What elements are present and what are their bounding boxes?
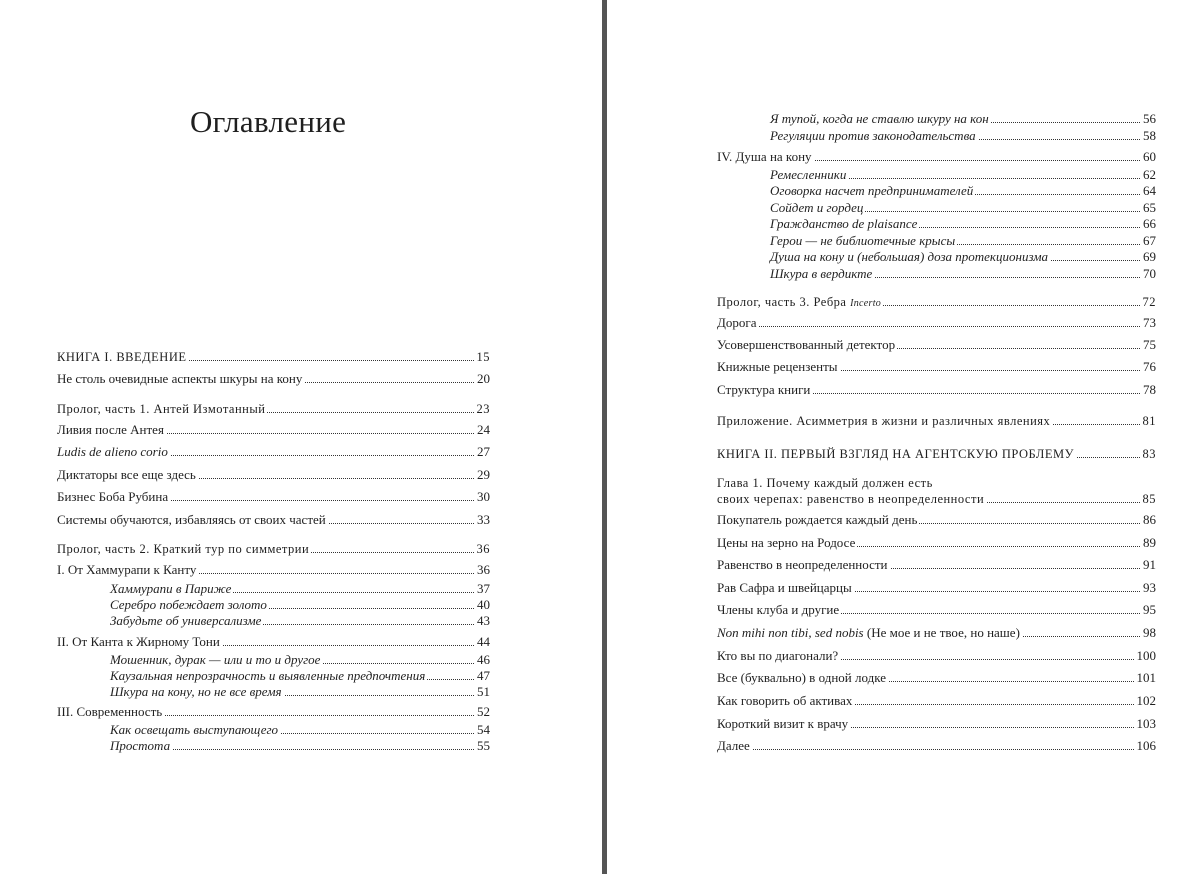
toc-entry-label-main: Пролог, часть 3. Ребра — [717, 295, 851, 309]
toc-entry-label: Душа на кону и (небольшая) доза протекционизма — [770, 249, 1049, 264]
toc-entry-label: Цены на зерно на Родосе — [717, 535, 856, 550]
toc-page-number: 43 — [477, 613, 490, 628]
toc-entry[interactable] — [770, 182, 1156, 200]
toc-page-number: 47 — [477, 668, 490, 683]
toc-entry-label: Покупатель рождается каждый день — [717, 512, 918, 527]
toc-page-number: 52 — [477, 704, 490, 719]
toc-entry-label — [717, 624, 1022, 642]
toc-page-number: 93 — [1143, 580, 1156, 595]
toc-entry[interactable] — [717, 336, 1156, 354]
toc-entry-label: Как говорить об активах — [717, 693, 853, 708]
toc-page-number: 44 — [477, 634, 490, 649]
toc-entry[interactable] — [717, 148, 1156, 166]
toc-entry[interactable] — [770, 127, 1156, 145]
toc-entry-label-main: (Не мое и не твое, но наше) — [863, 625, 1020, 640]
toc-page-number: 33 — [477, 512, 490, 527]
toc-entry[interactable] — [717, 445, 1156, 463]
toc-entry[interactable] — [717, 692, 1156, 710]
right-page — [607, 0, 1201, 874]
toc-entry-label: Мошенник, дурак — или и то и другое — [110, 652, 321, 667]
toc-page-number: 67 — [1143, 233, 1156, 248]
toc-page-number: 37 — [477, 581, 490, 596]
toc-page-number: 89 — [1143, 535, 1156, 550]
toc-entry[interactable] — [717, 579, 1156, 597]
toc-entry[interactable] — [57, 540, 490, 558]
toc-entry[interactable] — [57, 703, 490, 721]
toc-page-number: 101 — [1136, 670, 1156, 685]
toc-entry[interactable] — [717, 624, 1156, 642]
toc-entry-label: Ремесленники — [770, 167, 847, 182]
toc-entry[interactable] — [717, 412, 1156, 430]
toc-page-number: 29 — [477, 467, 490, 482]
toc-entry-label — [717, 293, 883, 313]
toc-entry[interactable] — [717, 715, 1156, 733]
toc-entry[interactable] — [57, 443, 490, 461]
toc-page-number: 81 — [1142, 414, 1156, 428]
toc-entry-label: IV. Душа на кону — [717, 149, 812, 164]
toc-page-number: 36 — [476, 542, 490, 556]
toc-page-number: 85 — [1142, 492, 1156, 506]
toc-entry[interactable] — [717, 511, 1156, 529]
toc-entry-label: Сойдет и гордец — [770, 200, 864, 215]
toc-entry-label: III. Современность — [57, 704, 163, 719]
toc-title: Оглавление — [190, 104, 347, 139]
toc-page-number: 24 — [477, 422, 490, 437]
toc-entry[interactable] — [57, 466, 490, 484]
toc-entry[interactable] — [717, 490, 1156, 508]
toc-entry[interactable] — [57, 488, 490, 506]
toc-entry-label: I. От Хаммурапи к Канту — [57, 562, 197, 577]
toc-entry[interactable] — [57, 561, 490, 579]
toc-entry-label: КНИГА II. ПЕРВЫЙ ВЗГЛЯД НА АГЕНТСКУЮ ПРОБЛЕМУ — [717, 447, 1074, 461]
toc-page-number: 70 — [1143, 266, 1156, 281]
toc-entry-label: Усовершенствованный детектор — [717, 337, 896, 352]
toc-entry-label: Забудьте об универсализме — [110, 613, 262, 628]
toc-page-number: 62 — [1143, 167, 1156, 182]
toc-page-number: 51 — [477, 684, 490, 699]
toc-entry-label: Ludis de alieno corio — [57, 444, 168, 459]
toc-page-number: 23 — [476, 402, 490, 416]
toc-page-number: 15 — [476, 350, 490, 364]
toc-entry[interactable] — [717, 737, 1156, 755]
toc-entry-label: Рав Сафра и швейцарцы — [717, 580, 852, 595]
toc-entry-label: КНИГА I. ВВЕДЕНИЕ — [57, 350, 187, 364]
toc-entry-label: Герои — не библиотечные крысы — [770, 233, 956, 248]
toc-entry-label: Все (буквально) в одной лодке — [717, 670, 886, 685]
toc-entry-label: Пролог, часть 1. Антей Измотанный — [57, 402, 266, 416]
toc-entry-label: Шкура на кону, но не все время — [110, 684, 282, 699]
toc-entry-label: Бизнес Боба Рубина — [57, 489, 169, 504]
toc-entry-label: Ливия после Антея — [57, 422, 164, 437]
toc-entry[interactable] — [57, 348, 490, 366]
toc-entry[interactable] — [717, 314, 1156, 332]
toc-entry[interactable] — [717, 669, 1156, 687]
toc-page-number: 65 — [1143, 200, 1156, 215]
toc-page-number: 78 — [1143, 382, 1156, 397]
toc-entry-label: Дорога — [717, 315, 757, 330]
toc-entry[interactable] — [57, 421, 490, 439]
toc-page-number: 103 — [1136, 716, 1156, 731]
toc-entry-label: II. От Канта к Жирному Тони — [57, 634, 220, 649]
toc-entry[interactable] — [717, 601, 1156, 619]
toc-entry-label-italic: Incerto — [850, 298, 882, 309]
toc-page-number: 76 — [1143, 359, 1156, 374]
toc-entry[interactable] — [110, 612, 490, 630]
toc-entry[interactable] — [57, 511, 490, 529]
toc-page-number: 56 — [1143, 111, 1156, 126]
toc-page-number: 20 — [477, 371, 490, 386]
toc-entry-label: Оговорка насчет предпринимателей — [770, 183, 974, 198]
toc-page-number: 95 — [1143, 602, 1156, 617]
toc-page-number: 66 — [1143, 216, 1156, 231]
toc-page-number: 54 — [477, 722, 490, 737]
toc-entry[interactable] — [57, 400, 490, 418]
toc-page-number: 64 — [1143, 183, 1156, 198]
toc-entry-label: Приложение. Асимметрия в жизни и различных явлениях — [717, 414, 1051, 428]
toc-entry-label: Не столь очевидные аспекты шкуры на кону — [57, 371, 303, 386]
leader-dots — [717, 749, 1156, 750]
toc-entry-label: Шкура в вердикте — [770, 266, 873, 281]
toc-entry[interactable] — [717, 358, 1156, 376]
toc-entry-label: Кто вы по диагонали? — [717, 648, 839, 663]
toc-page-number: 91 — [1143, 557, 1156, 572]
toc-entry-label: Каузальная непрозрачность и выявленные предпочтения — [110, 668, 426, 683]
toc-entry[interactable] — [110, 683, 490, 701]
toc-entry[interactable] — [110, 737, 490, 755]
toc-entry-label: Диктаторы все еще здесь — [57, 467, 196, 482]
toc-page-number: 86 — [1143, 512, 1156, 527]
toc-entry[interactable] — [57, 633, 490, 651]
toc-entry-label: Системы обучаются, избавляясь от своих частей — [57, 512, 326, 527]
toc-entry[interactable] — [57, 370, 490, 388]
toc-entry[interactable] — [717, 293, 1156, 311]
toc-entry-label: Далее — [717, 738, 750, 753]
toc-entry-label: Простота — [110, 738, 171, 753]
toc-page-number: 60 — [1143, 149, 1156, 164]
toc-entry-label: Книжные рецензенты — [717, 359, 838, 374]
toc-entry-label: Пролог, часть 2. Краткий тур по симметрии — [57, 542, 310, 556]
toc-page-number: 98 — [1143, 625, 1156, 640]
toc-page-number: 106 — [1136, 738, 1156, 753]
toc-page-number: 30 — [477, 489, 490, 504]
toc-entry-label: своих черепах: равенство в неопределенности — [717, 492, 985, 506]
toc-entry-label: Я тупой, когда не ставлю шкуру на кон — [770, 111, 989, 126]
toc-entry[interactable] — [770, 215, 1156, 233]
toc-entry[interactable] — [770, 110, 1156, 128]
leader-dots — [717, 326, 1156, 327]
toc-page-number: 100 — [1136, 648, 1156, 663]
toc-page-number: 102 — [1136, 693, 1156, 708]
toc-page-number: 55 — [477, 738, 490, 753]
toc-page-number: 69 — [1143, 249, 1156, 264]
toc-page-number: 75 — [1143, 337, 1156, 352]
toc-entry-label-italic: Non mihi non tibi, sed nobis — [717, 625, 864, 640]
toc-page-number: 36 — [477, 562, 490, 577]
toc-page-number: 27 — [477, 444, 490, 459]
toc-page-number: 58 — [1143, 128, 1156, 143]
toc-entry[interactable] — [770, 265, 1156, 283]
toc-entry-label: Серебро побеждает золото — [110, 597, 267, 612]
toc-entry-label: Как освещать выступающего — [110, 722, 279, 737]
toc-entry[interactable] — [770, 248, 1156, 266]
toc-entry-label: Члены клуба и другие — [717, 602, 840, 617]
toc-page-number: 73 — [1143, 315, 1156, 330]
toc-entry-label: Гражданство de plaisance — [770, 216, 918, 231]
toc-entry[interactable] — [717, 556, 1156, 574]
toc-entry-label: Короткий визит к врачу — [717, 716, 849, 731]
toc-entry[interactable] — [717, 647, 1156, 665]
toc-entry[interactable] — [717, 534, 1156, 552]
toc-entry[interactable] — [717, 381, 1156, 399]
toc-entry-label: Равенство в неопределенности — [717, 557, 888, 572]
toc-page-number: 40 — [477, 597, 490, 612]
toc-entry-label: Глава 1. Почему каждый должен есть — [717, 476, 933, 490]
toc-entry-label: Структура книги — [717, 382, 811, 397]
toc-entry-label: Регуляции против законодательства — [770, 128, 976, 143]
toc-page-number: 83 — [1142, 447, 1156, 461]
toc-page-number: 46 — [477, 652, 490, 667]
toc-entry-label: Хаммурапи в Париже — [110, 581, 232, 596]
toc-page-number: 72 — [1142, 295, 1156, 309]
